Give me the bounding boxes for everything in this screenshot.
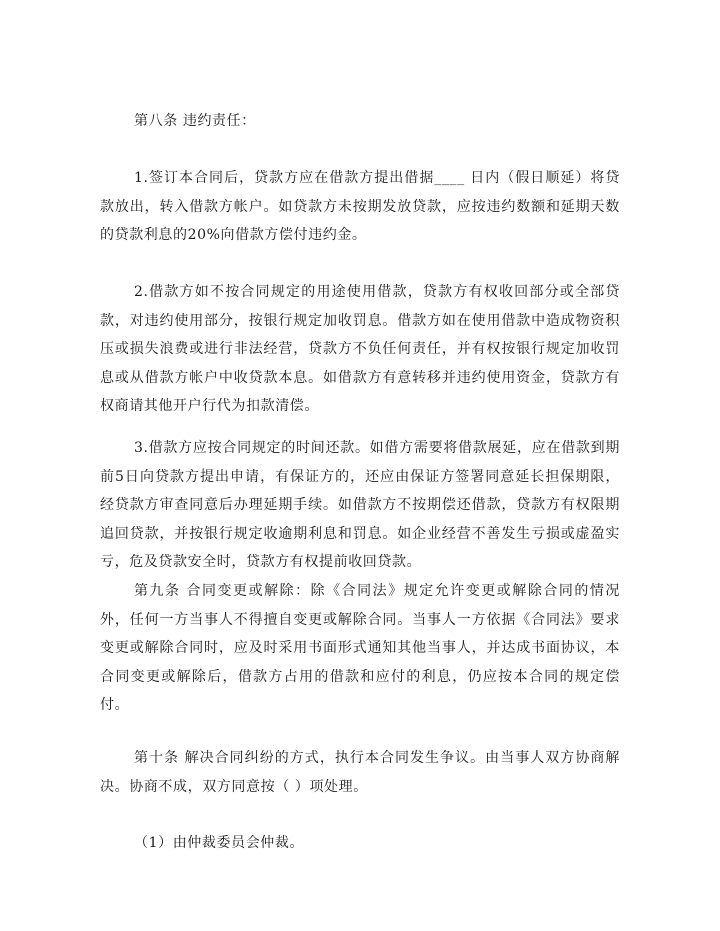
clause-8-1: 1.签订本合同后，贷款方应在借款方提出借据____ 日内（假日顺延）将贷款放出，转入借款方帐户。如贷款方未按期发放贷款，应按违约数额和延期天数的贷款利息的20%向借款方偿付违约金。 bbox=[100, 170, 620, 243]
clause-8-2: 2.借款方如不按合同规定的用途使用借款，贷款方有权收回部分或全部贷款，对违约使用部分，按银行规定加收罚息。借款方如在使用借款中造成物资积压或损失浪费或进行非法经营，贷款方不负任何责任，并有权按银行规定加收罚息或从借款方帐户中收贷款本息。如借款方有意转移并违约使用资金，贷款方有权商请其他开户行代为扣款清偿。 bbox=[100, 284, 620, 414]
article-8-heading: 第八条 违约责任： bbox=[134, 113, 256, 129]
article-9: 第九条 合同变更或解除：除《合同法》规定允许变更或解除合同的情况外，任何一方当事人不得擅自变更或解除合同。当事人一方依据《合同法》要求变更或解除合同时，应及时采用书面形式通知其他当事人，并达成书面协议，本合同变更或解除后，借款方占用的借款和应付的利息，仍应按本合同的规定偿付。 bbox=[100, 583, 620, 713]
article-10: 第十条 解决合同纠纷的方式，执行本合同发生争议。由当事人双方协商解决。协商不成，双方同意按（ ）项处理。 bbox=[100, 750, 620, 795]
article-10-option-1: （1）由仲裁委员会仲裁。 bbox=[134, 835, 305, 851]
clause-8-3: 3.借款方应按合同规定的时间还款。如借方需要将借款展延，应在借款到期前5日向贷款方提出申请，有保证方的，还应由保证方签署同意延长担保期限，经贷款方审查同意后办理延期手续。如借款方不按期偿还借款，贷款方有权限期追回贷款，并按银行规定收逾期利息和罚息。如企业经营不善发生亏损或虚盈实亏，危及贷款安全时，贷款方有权提前收回贷款。 bbox=[100, 440, 620, 570]
